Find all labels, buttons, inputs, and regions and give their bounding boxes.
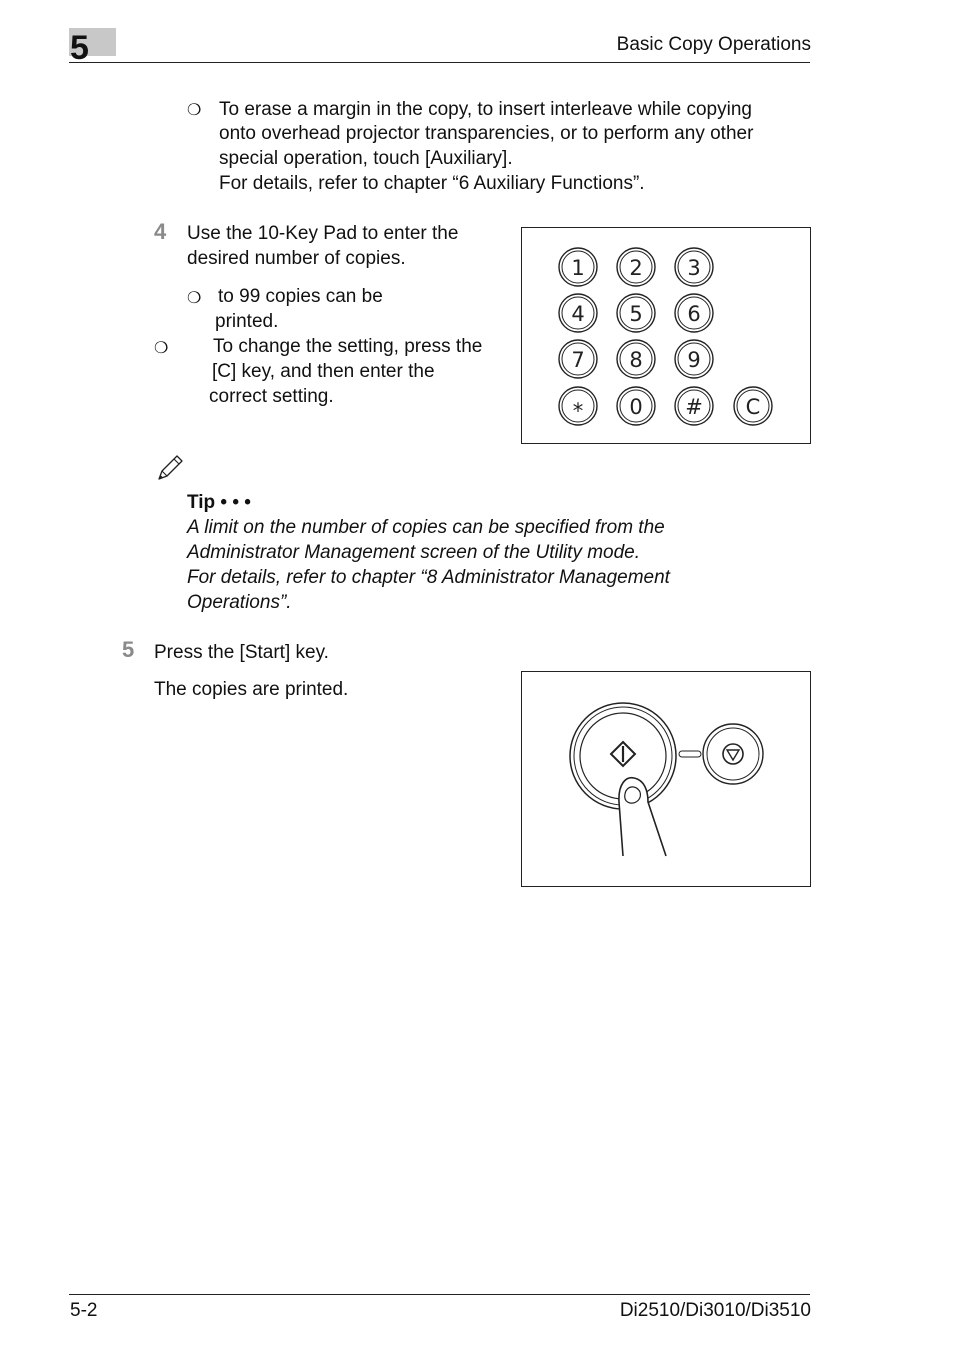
step-4-note1-line-1: to 99 copies can be — [218, 286, 383, 307]
tip-line-4: Operations”. — [187, 592, 292, 613]
header-rule — [69, 62, 810, 63]
intro-line-1: To erase a margin in the copy, to insert interleave while copying — [219, 99, 752, 120]
key-9 — [675, 340, 713, 378]
svg-text:1: 1 — [571, 256, 585, 280]
key-0 — [617, 387, 655, 425]
svg-text:6: 6 — [687, 302, 701, 326]
key-6 — [675, 294, 713, 332]
intro-line-2: onto overhead projector transparencies, or to perform any other — [219, 123, 754, 144]
svg-text:4: 4 — [571, 302, 585, 326]
step-4-note2-line-1: To change the setting, press the — [213, 336, 483, 357]
key-7 — [559, 340, 597, 378]
keypad-illustration — [521, 227, 811, 444]
section-title: Basic Copy Operations — [616, 34, 811, 55]
key-hash — [675, 387, 713, 425]
intro-line-4: For details, refer to chapter “6 Auxiliary Functions”. — [219, 173, 645, 194]
step-4-note1-line-2: printed. — [215, 311, 279, 332]
pencil-icon — [155, 451, 187, 483]
model-name: Di2510/Di3010/Di3510 — [619, 1300, 811, 1321]
key-3 — [675, 248, 713, 286]
bullet-icon: ❍ — [154, 340, 169, 357]
step-5-number: 5 — [122, 637, 135, 662]
svg-text:9: 9 — [687, 348, 701, 372]
step-4-line-1: Use the 10-Key Pad to enter the — [187, 223, 459, 244]
svg-text:*: * — [572, 399, 584, 423]
tip-line-1: A limit on the number of copies can be specified from the — [187, 517, 665, 538]
tip-line-2: Administrator Management screen of the Utility mode. — [187, 542, 641, 563]
svg-text:8: 8 — [629, 348, 643, 372]
footer-rule — [69, 1294, 810, 1295]
step-4-line-2: desired number of copies. — [187, 248, 406, 269]
step-4-number: 4 — [154, 219, 167, 244]
svg-text:7: 7 — [571, 348, 585, 372]
key-5 — [617, 294, 655, 332]
step-5-result: The copies are printed. — [154, 679, 349, 700]
tip-title: Tip • • • — [187, 492, 251, 513]
key-2 — [617, 248, 655, 286]
bullet-icon: ❍ — [187, 102, 202, 119]
stop-key-icon — [703, 724, 763, 784]
intro-line-3: special operation, touch [Auxiliary]. — [219, 148, 513, 169]
key-clear — [734, 387, 772, 425]
start-key-svg — [522, 672, 810, 886]
svg-text:5: 5 — [629, 302, 643, 326]
page-number: 5-2 — [70, 1300, 98, 1321]
key-4 — [559, 294, 597, 332]
svg-text:3: 3 — [687, 256, 701, 280]
key-8 — [617, 340, 655, 378]
key-1 — [559, 248, 597, 286]
keypad-svg — [522, 228, 810, 443]
key-star — [559, 387, 597, 425]
bullet-icon: ❍ — [187, 290, 202, 307]
tip-line-3: For details, refer to chapter “8 Administrator Management — [187, 567, 670, 588]
start-key-illustration — [521, 671, 811, 887]
step-4-note2-line-2: [C] key, and then enter the — [212, 361, 435, 382]
chapter-number: 5 — [70, 29, 89, 67]
svg-text:C: C — [745, 395, 761, 419]
step-5-text: Press the [Start] key. — [154, 642, 329, 663]
step-4-note2-line-3: correct setting. — [209, 386, 334, 407]
svg-text:0: 0 — [629, 395, 643, 419]
svg-text:#: # — [685, 395, 703, 419]
svg-text:2: 2 — [629, 256, 643, 280]
